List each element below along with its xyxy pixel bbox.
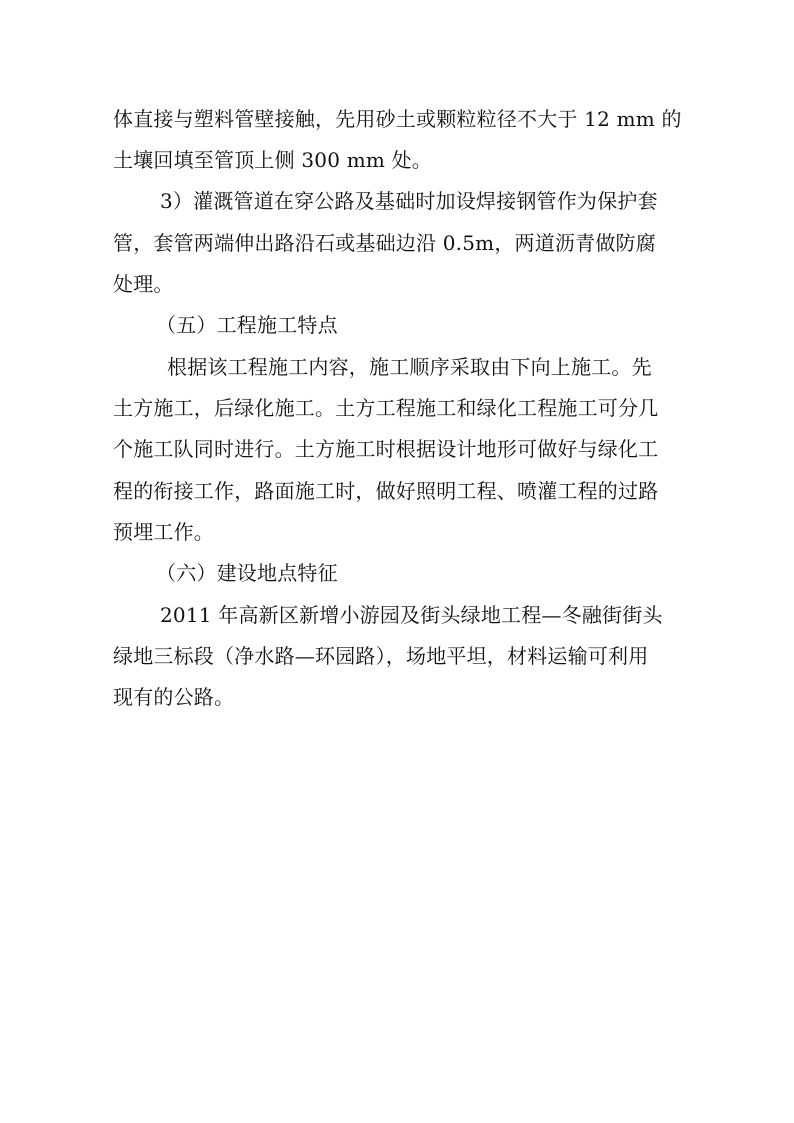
list-item-3-line: 3）灌溉管道在穿公路及基础时加设焊接钢管作为保护套 (160, 189, 658, 213)
body-text-line: 体直接与塑料管壁接触，先用砂土或颗粒粒径不大于 12 mm 的 (113, 107, 682, 131)
body-text-line: 2011 年高新区新增小游园及街头绿地工程—冬融街街头 (160, 603, 663, 627)
body-text-line: 处理。 (113, 272, 174, 296)
body-text-line: 管，套管两端伸出路沿石或基础边沿 0.5m，两道沥青做防腐 (113, 231, 656, 255)
body-text-line: 程的衔接工作，路面施工时，做好照明工程、喷灌工程的过路 (113, 479, 659, 503)
body-text-line: 个施工队同时进行。土方施工时根据设计地形可做好与绿化工 (113, 437, 659, 461)
body-text-line: 现有的公路。 (113, 685, 235, 709)
section-heading-6: （六）建设地点特征 (156, 561, 338, 585)
body-text-line: 土壤回填至管顶上侧 300 mm 处。 (113, 148, 432, 172)
body-text-line: 根据该工程施工内容，施工顺序采取由下向上施工。先 (167, 355, 652, 379)
body-text-line: 土方施工，后绿化施工。土方工程施工和绿化工程施工可分几 (113, 396, 659, 420)
section-heading-5: （五）工程施工特点 (156, 313, 338, 337)
body-text-line: 预埋工作。 (113, 520, 214, 544)
body-text-line: 绿地三标段（净水路—环园路），场地平坦，材料运输可利用 (113, 644, 649, 668)
